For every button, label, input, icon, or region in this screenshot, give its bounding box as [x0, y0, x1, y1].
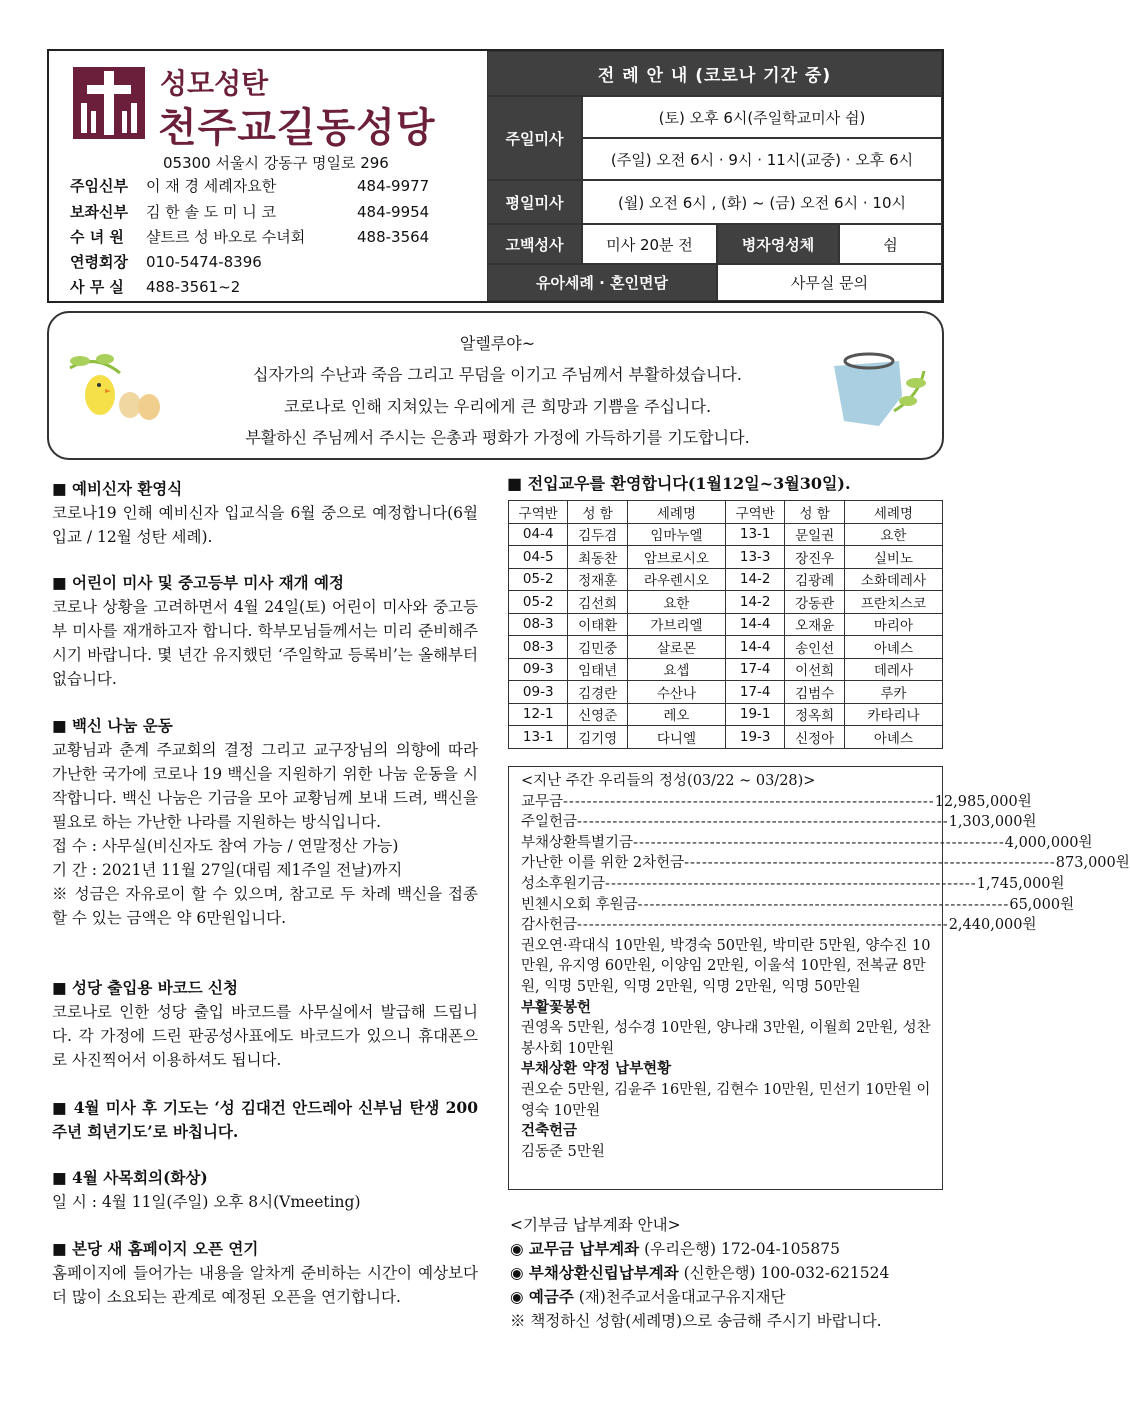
column-header: 구역반 [725, 501, 784, 524]
offerings-box [508, 766, 1130, 1190]
offering-amount: 873,000원 [1055, 855, 1130, 872]
crown-of-thorns-icon [824, 341, 929, 436]
offering-amount: 4,000,000원 [1004, 834, 1093, 851]
church-subtitle: 성모성탄 [160, 67, 269, 100]
table-cell: 05-2 [509, 568, 568, 591]
account-title: <기부금 납부계좌 안내> [510, 1216, 681, 1234]
table-cell: 요셉 [627, 658, 725, 681]
debt-title: 부채상환 약정 납부현황 [521, 1060, 672, 1078]
table-row [509, 591, 943, 614]
sunday-mass-sunday: (주일) 오전 6시 · 9시 · 11시(교중) · 오후 6시 [582, 138, 942, 180]
table-cell: 암브로시오 [627, 546, 725, 569]
table-cell: 정재훈 [568, 568, 627, 591]
notice-title: ■ 어린이 미사 및 중고등부 미사 재개 예정 [52, 573, 344, 592]
table-cell: 송인선 [785, 636, 844, 659]
table-cell: 마리아 [844, 613, 942, 636]
table-cell: 데레사 [844, 658, 942, 681]
offering-amount: 1,745,000원 [976, 875, 1065, 892]
table-cell: 장진우 [785, 546, 844, 569]
notice-line: 기 간 : 2021년 11월 27일(대림 제1주일 전날)까지 [52, 861, 403, 879]
table-row [509, 726, 943, 749]
table-cell: 14-2 [725, 568, 784, 591]
flowers-list: 권영옥 5만원, 성수경 10만원, 양나래 3만원, 이월희 2만원, 성찬봉사회 10만원 [521, 1020, 931, 1057]
table-cell: 이태환 [568, 613, 627, 636]
column-header: 구역반 [509, 501, 568, 524]
mass-schedule-table [487, 51, 942, 301]
staff-name: 010-5474-8396 [146, 253, 262, 271]
notice-title: ■ 4월 미사 후 기도는 ‘성 김대건 안드레아 신부님 탄생 200주년 희년기도’로 바칩니다. [52, 1098, 478, 1141]
notice-body: 코로나 상황을 고려하면서 4월 24일(토) 어린이 미사와 중고등부 미사를 재개하고자 합니다. 학부모님들께서는 미리 준비해주시기 바랍니다. 몇 년간 유지했던 ‘주일학교 등록비’는 올해부터 없습니다. [52, 598, 478, 688]
table-cell: 김기영 [568, 726, 627, 749]
notice-barcode [52, 976, 478, 1072]
table-cell: 정옥희 [785, 703, 844, 726]
table-cell: 김선희 [568, 591, 627, 614]
notice-title: ■ 성당 출입용 바코드 신청 [52, 978, 238, 997]
offering-row: 성소후원기금 --------------------------------------------------------------- 1,745,000원 [521, 874, 934, 895]
table-cell: 12-1 [509, 703, 568, 726]
account-value: (우리은행) 172-04-105875 [639, 1240, 840, 1258]
offering-amount: 2,440,000원 [948, 917, 1037, 934]
account-label: ◉ 예금주 [510, 1287, 574, 1306]
account-value: (재)천주교서울대교구유지재단 [573, 1288, 786, 1306]
table-cell: 라우렌시오 [627, 568, 725, 591]
weekday-mass-label: 평일미사 [487, 180, 582, 224]
column-header: 성 함 [568, 501, 627, 524]
table-cell: 이선희 [785, 658, 844, 681]
sunday-mass-saturday: (토) 오후 6시(주일학교미사 쉼) [582, 96, 942, 138]
easter-message-box [47, 311, 944, 460]
weekday-mass-value: (월) 오전 6시 , (화) ~ (금) 오전 6시 · 10시 [582, 180, 942, 224]
table-cell: 신정아 [785, 726, 844, 749]
church-address: 05300 서울시 강동구 명일로 296 [163, 154, 389, 172]
offering-label: 가난한 이를 위한 2차헌금 [521, 855, 685, 872]
table-row [509, 613, 943, 636]
table-cell: 19-3 [725, 726, 784, 749]
staff-name: 샬트르 성 바오로 수녀회 [146, 228, 306, 246]
table-cell: 요한 [627, 591, 725, 614]
building-list: 김동준 5만원 [521, 1143, 605, 1160]
staff-row [70, 276, 240, 297]
staff-row [70, 201, 429, 222]
easter-line: 코로나로 인해 지쳐있는 우리에게 큰 희망과 기쁨을 주십니다. [283, 397, 712, 416]
notice-title: ■ 4월 사목회의(화상) [52, 1168, 208, 1187]
table-cell: 루카 [844, 681, 942, 704]
offering-label: 감사헌금 [521, 917, 578, 934]
table-row [509, 703, 943, 726]
table-cell: 김민중 [568, 636, 627, 659]
notice-april-prayer [52, 1096, 478, 1144]
notice-vaccine-sharing [52, 714, 478, 930]
notice-title: ■ 본당 새 홈페이지 오픈 연기 [52, 1239, 259, 1258]
mass-title: 전 례 안 내 (코로나 기간 중) [487, 51, 942, 96]
easter-line: 부활하신 주님께서 주시는 은총과 평화가 가정에 가득하기를 기도합니다. [245, 428, 750, 447]
table-cell: 살로몬 [627, 636, 725, 659]
offering-row: 감사헌금 --------------------------------------------------------------- 2,440,000원 [521, 915, 934, 936]
table-row [509, 636, 943, 659]
notice-body: 홈페이지에 들어가는 내용을 알차게 준비하는 시간이 예상보다 더 많이 소요되는 관계로 예정된 오픈을 연기합니다. [52, 1264, 478, 1306]
chick-eggs-icon [65, 343, 175, 423]
baptism-label: 유아세례 · 혼인면담 [487, 264, 717, 301]
column-header: 세례명 [844, 501, 942, 524]
table-cell: 아녜스 [844, 726, 942, 749]
sick-communion-label: 병자영성체 [717, 224, 839, 264]
offering-row: 빈첸시오회 후원금 --------------------------------------------------------------- 65,000원 [521, 895, 934, 916]
account-label: ◉ 교무금 납부계좌 [510, 1239, 640, 1258]
account-row [510, 1261, 940, 1285]
baptism-value: 사무실 문의 [717, 264, 942, 301]
account-value: (신한은행) 100-032-621524 [678, 1264, 890, 1282]
confession-value: 미사 20분 전 [582, 224, 717, 264]
account-row [510, 1237, 940, 1261]
table-row [509, 681, 943, 704]
notice-title: ■ 백신 나눔 운동 [52, 716, 173, 735]
table-row [509, 523, 943, 546]
table-cell: 임태년 [568, 658, 627, 681]
table-cell: 08-3 [509, 636, 568, 659]
table-cell: 레오 [627, 703, 725, 726]
offering-label: 빈첸시오회 후원금 [521, 896, 638, 913]
table-cell: 09-3 [509, 658, 568, 681]
staff-phone: 484-9977 [357, 177, 430, 195]
staff-name: 488-3561~2 [146, 278, 241, 296]
easter-line: 십자가의 수난과 죽음 그리고 무덤을 이기고 주님께서 부활하셨습니다. [253, 365, 742, 384]
staff-row [70, 226, 429, 247]
table-cell: 김범수 [785, 681, 844, 704]
sick-communion-value: 쉼 [839, 224, 942, 264]
table-cell: 임마누엘 [627, 523, 725, 546]
offering-row: 주일헌금 --------------------------------------------------------------- 1,303,000원 [521, 812, 934, 833]
table-cell: 소화데레사 [844, 568, 942, 591]
staff-role: 보좌신부 [70, 203, 128, 221]
offering-amount: 1,303,000원 [948, 814, 1037, 831]
staff-role: 주임신부 [70, 177, 128, 195]
account-info [510, 1213, 940, 1333]
table-cell: 수산나 [627, 681, 725, 704]
table-cell: 다니엘 [627, 726, 725, 749]
offering-label: 교무금 [521, 793, 564, 810]
table-cell: 19-1 [725, 703, 784, 726]
table-cell: 04-5 [509, 546, 568, 569]
notice-body: 일 시 : 4월 11일(주일) 오후 8시(Vmeeting) [52, 1193, 361, 1211]
staff-name: 김 한 솔 도 미 니 코 [146, 203, 277, 221]
table-cell: 13-1 [509, 726, 568, 749]
table-cell: 13-1 [725, 523, 784, 546]
offering-label: 성소후원기금 [521, 875, 606, 892]
table-cell: 오재윤 [785, 613, 844, 636]
table-cell: 프란치스코 [844, 591, 942, 614]
offering-amount: 12,985,000원 [934, 793, 1032, 810]
flowers-title: 부활꽃봉헌 [521, 998, 592, 1016]
table-cell: 17-4 [725, 681, 784, 704]
staff-role: 수 녀 원 [70, 228, 124, 246]
offering-label: 주일헌금 [521, 814, 578, 831]
staff-name: 이 재 경 세례자요한 [146, 177, 277, 195]
table-cell: 문일권 [785, 523, 844, 546]
building-title: 건축헌금 [521, 1122, 578, 1140]
notice-line: 접 수 : 사무실(비신자도 참여 가능 / 연말정산 가능) [52, 837, 399, 855]
account-label: ◉ 부채상환신립납부계좌 [510, 1263, 679, 1282]
offering-amount: 65,000원 [1009, 896, 1075, 913]
debt-list: 권오순 5만원, 김윤주 16만원, 김현수 10만원, 민선기 10만원 이영숙 10만원 [521, 1081, 931, 1119]
staff-row [70, 251, 262, 272]
table-cell: 14-2 [725, 591, 784, 614]
table-header-row [509, 501, 943, 524]
column-header: 성 함 [785, 501, 844, 524]
table-row [509, 658, 943, 681]
table-cell: 실비노 [844, 546, 942, 569]
offerings-title: <지난 주간 우리들의 정성(03/22 ~ 03/28)> [521, 773, 816, 789]
table-cell: 13-3 [725, 546, 784, 569]
church-emblem-icon [73, 67, 145, 139]
table-cell: 요한 [844, 523, 942, 546]
notice-body: 코로나19 인해 예비신자 입교식을 6월 중으로 예정합니다(6월 입교 / 12월 성탄 세례). [52, 504, 478, 546]
table-row [509, 568, 943, 591]
newcomers-table [508, 500, 943, 749]
table-cell: 최동찬 [568, 546, 627, 569]
staff-role: 연령회장 [70, 253, 128, 271]
notice-title: ■ 예비신자 환영식 [52, 479, 183, 498]
table-row [509, 546, 943, 569]
staff-role: 사 무 실 [70, 278, 124, 296]
table-cell: 17-4 [725, 658, 784, 681]
table-cell: 09-3 [509, 681, 568, 704]
table-cell: 14-4 [725, 636, 784, 659]
sunday-mass-label: 주일미사 [487, 96, 582, 180]
offering-row: 교무금 --------------------------------------------------------------- 12,985,000원 [521, 792, 934, 813]
staff-row [70, 175, 429, 196]
column-header: 세례명 [627, 501, 725, 524]
newcomers-title: ■ 전입교우를 환영합니다(1월12일~3월30일). [507, 474, 851, 493]
notice-line: ※ 성금은 자유로이 할 수 있으며, 참고로 두 차례 백신을 접종할 수 있는 금액은 약 6만원입니다. [52, 885, 478, 927]
notice-homepage [52, 1237, 478, 1309]
notice-body: 코로나로 인한 성당 출입 바코드를 사무실에서 발급해 드립니다. 각 가정에 드린 판공성사표에도 바코드가 있으니 휴대폰으로 사진찍어서 이용하셔도 됩니다. [52, 1003, 478, 1069]
confession-label: 고백성사 [487, 224, 582, 264]
offering-row: 가난한 이를 위한 2차헌금 --------------------------------------------------------------- 873,000원 [521, 853, 934, 874]
table-cell: 신영준 [568, 703, 627, 726]
table-cell: 아녜스 [844, 636, 942, 659]
easter-line: 알렐루야~ [459, 334, 536, 353]
notice-pastoral-meeting [52, 1166, 478, 1214]
staff-phone: 484-9954 [357, 203, 430, 221]
notice-catechumen [52, 477, 478, 549]
table-cell: 가브리엘 [627, 613, 725, 636]
table-cell: 김광례 [785, 568, 844, 591]
notice-body: 교황님과 춘계 주교회의 결정 그리고 교구장님의 의향에 따라 가난한 국가에 코로나 19 백신을 지원하기 위한 나눔 운동을 시작합니다. 백신 나눔은 기금을 모아 교황님께 보내 드려, 백신을 필요로 하는 가난한 나라를 지원하는 방식입니다. [52, 741, 478, 831]
table-cell: 김경란 [568, 681, 627, 704]
table-cell: 김두겸 [568, 523, 627, 546]
thanks-offering-list: 권오연·곽대식 10만원, 박경숙 50만원, 박미란 5만원, 양수진 10만원, 유지영 60만원, 이양임 2만원, 이울석 10만원, 전복균 8만원, 익명 5만원, 익명 2만원, 익명 2만원, 익명 50만원 [521, 937, 931, 995]
table-cell: 05-2 [509, 591, 568, 614]
table-cell: 04-4 [509, 523, 568, 546]
table-cell: 14-4 [725, 613, 784, 636]
church-logo [73, 67, 145, 139]
table-cell: 카타리나 [844, 703, 942, 726]
church-name: 천주교길동성당 [158, 105, 436, 151]
offering-row: 부채상환특별기금 --------------------------------------------------------------- 4,000,000원 [521, 833, 934, 854]
account-row [510, 1285, 940, 1309]
staff-phone: 488-3564 [357, 228, 430, 246]
table-cell: 08-3 [509, 613, 568, 636]
offering-label: 부채상환특별기금 [521, 834, 634, 851]
account-note: ※ 책정하신 성함(세례명)으로 송금해 주시기 바랍니다. [510, 1312, 882, 1330]
notice-children-mass [52, 571, 478, 691]
table-cell: 강동관 [785, 591, 844, 614]
